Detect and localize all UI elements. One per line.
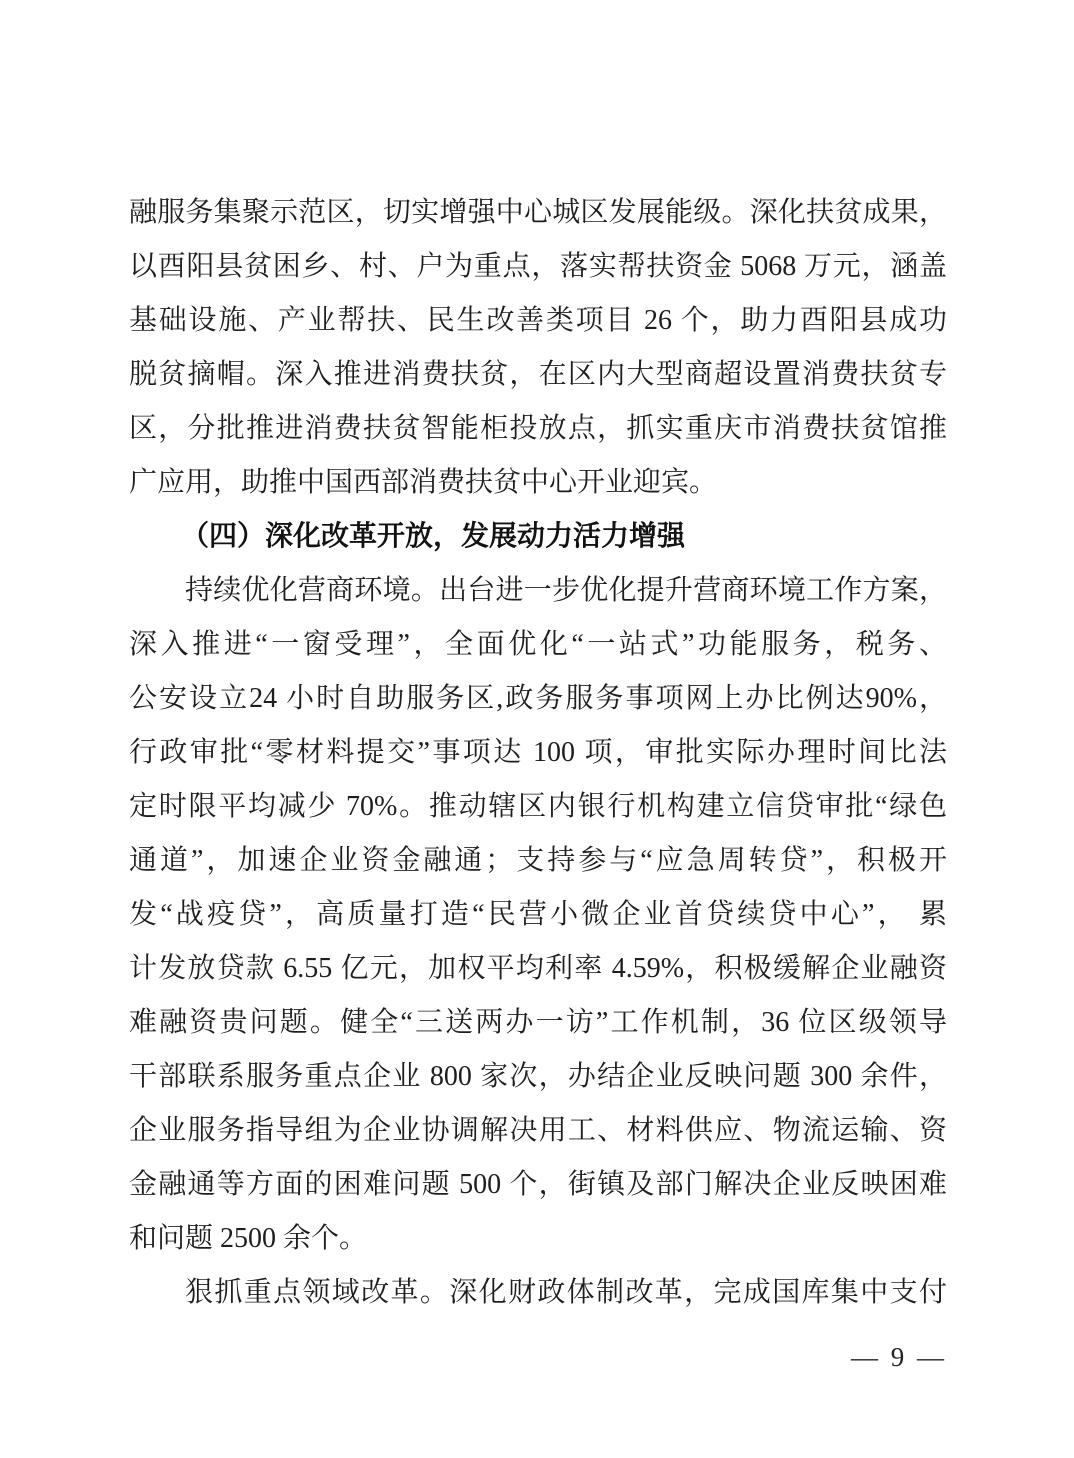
text-line: 基础设施、产业帮扶、民生改善类项目 26 个，助力酉阳县成功 bbox=[129, 305, 947, 336]
paragraph-first-line: 持续优化营商环境。出台进一步优化提升营商环境工作方案， bbox=[185, 575, 947, 606]
text-line: 深入推进“一窗受理”，全面优化“一站式”功能服务，税务、 bbox=[129, 629, 947, 660]
text-line: 以酉阳县贫困乡、村、户为重点，落实帮扶资金 5068 万元，涵盖 bbox=[129, 251, 947, 282]
paragraph-end-line: 和问题 2500 余个。 bbox=[129, 1223, 368, 1254]
page-number: — 9 — bbox=[851, 1342, 947, 1372]
text-line: 金融通等方面的困难问题 500 个，街镇及部门解决企业反映困难 bbox=[129, 1169, 947, 1200]
text-line: 难融资贵问题。健全“三送两办一访”工作机制，36 位区级领导 bbox=[129, 1007, 947, 1038]
paragraph-end-line: 广应用，助推中国西部消费扶贫中心开业迎宾。 bbox=[129, 467, 718, 498]
section-heading: （四）深化改革开放，发展动力活力增强 bbox=[181, 521, 686, 552]
text-block bbox=[129, 186, 947, 1320]
text-line: 定时限平均减少 70%。推动辖区内银行机构建立信贷审批“绿色 bbox=[129, 791, 947, 822]
text-line: 企业服务指导组为企业协调解决用工、材料供应、物流运输、资 bbox=[129, 1115, 947, 1146]
text-line: 计发放贷款 6.55 亿元，加权平均利率 4.59%，积极缓解企业融资 bbox=[129, 953, 947, 984]
text-line: 发“战疫贷”，高质量打造“民营小微企业首贷续贷中心”， 累 bbox=[129, 899, 947, 930]
text-line: 干部联系服务重点企业 800 家次，办结企业反映问题 300 余件， bbox=[129, 1061, 947, 1092]
text-line: 融服务集聚示范区，切实增强中心城区发展能级。深化扶贫成果， bbox=[129, 197, 947, 228]
paragraph-first-line: 狠抓重点领域改革。深化财政体制改革，完成国库集中支付 bbox=[185, 1277, 947, 1308]
text-line: 公安设立24 小时自助服务区,政务服务事项网上办比例达90%， bbox=[129, 683, 947, 714]
text-line: 通道”，加速企业资金融通；支持参与“应急周转贷”，积极开 bbox=[129, 845, 947, 876]
text-line: 行政审批“零材料提交”事项达 100 项，审批实际办理时间比法 bbox=[129, 737, 947, 768]
text-line: 区，分批推进消费扶贫智能柜投放点，抓实重庆市消费扶贫馆推 bbox=[129, 413, 947, 444]
text-line: 脱贫摘帽。深入推进消费扶贫，在区内大型商超设置消费扶贫专 bbox=[129, 359, 947, 390]
